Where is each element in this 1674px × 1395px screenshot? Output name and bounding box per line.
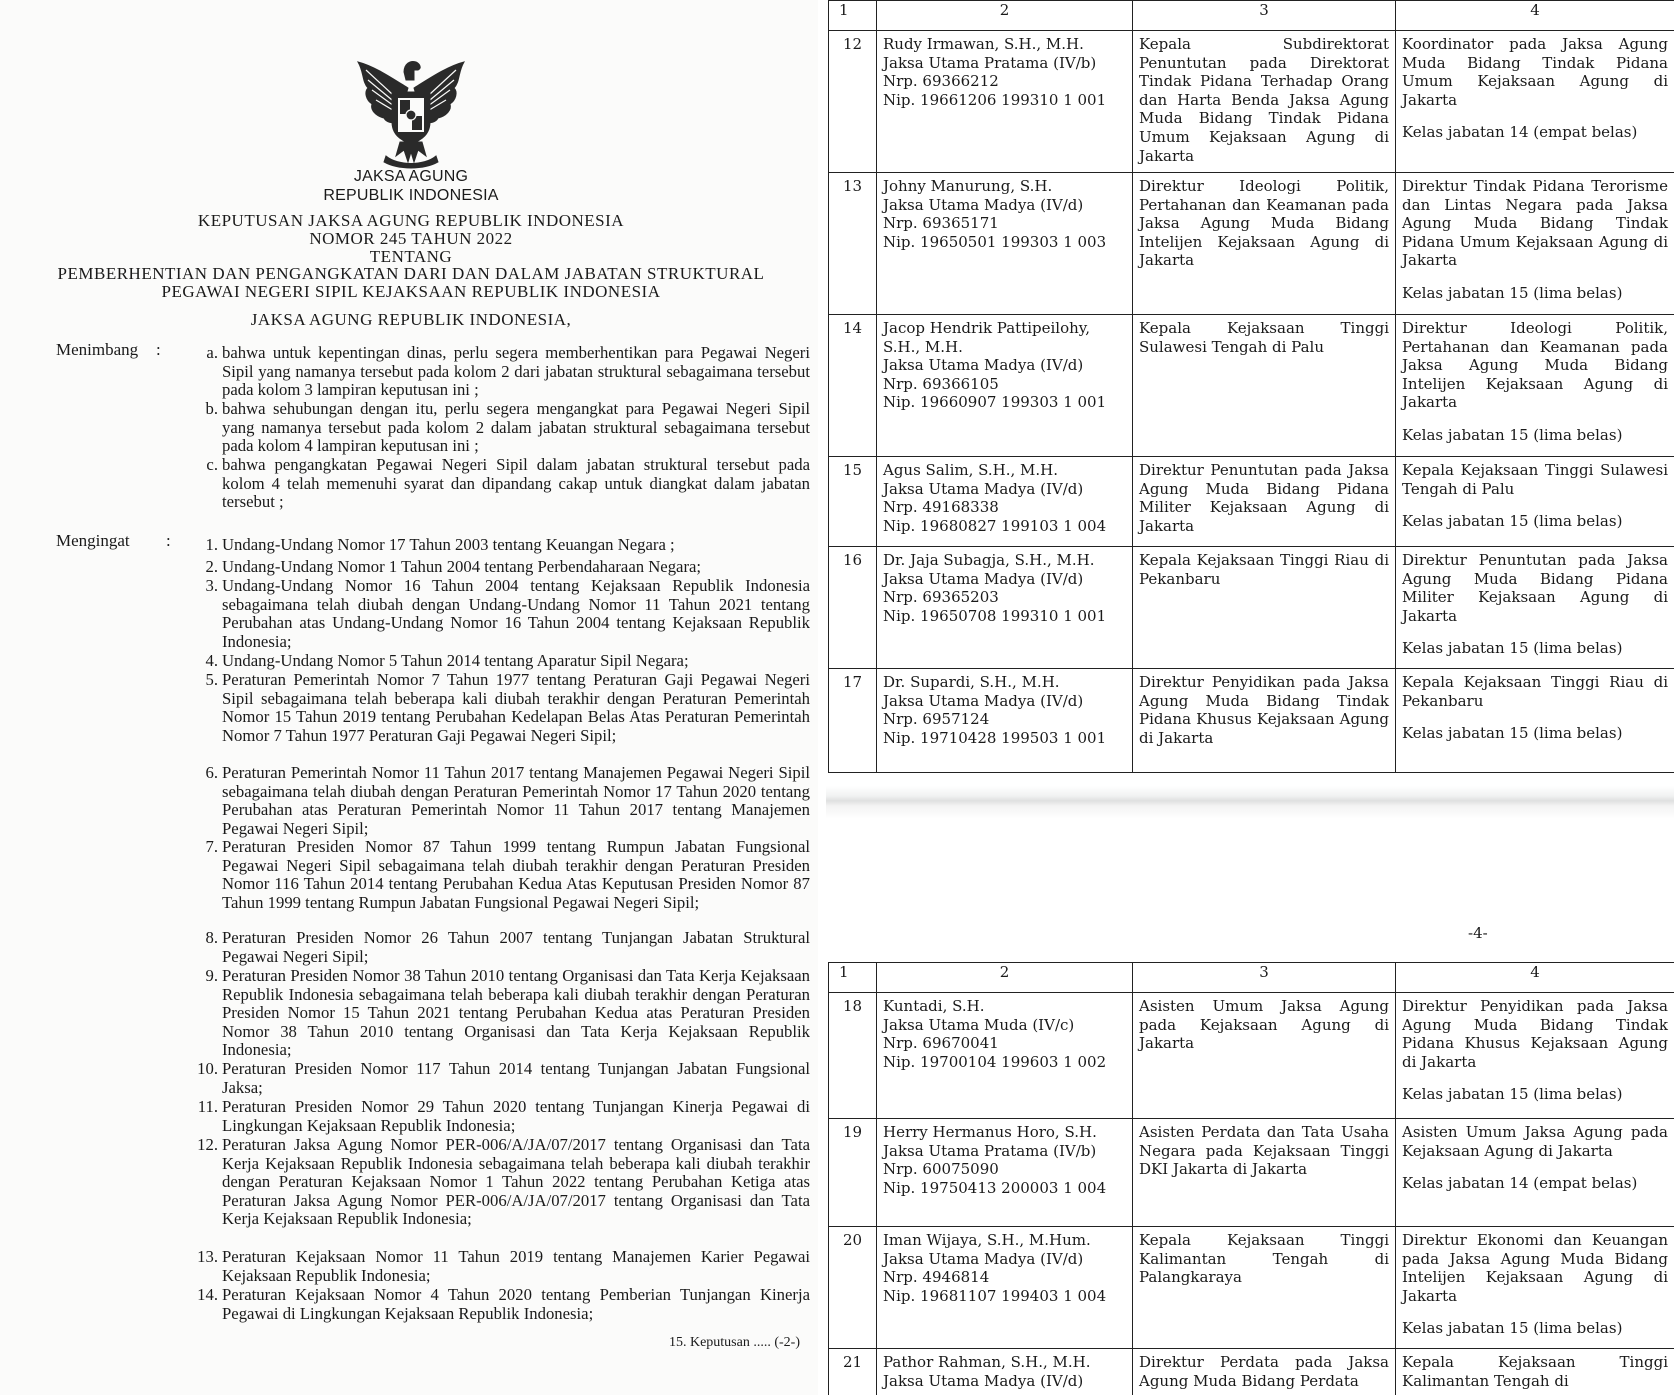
table-row (829, 993, 1674, 1119)
column-header: 1 (829, 1, 877, 31)
employee-name: Agus Salim, S.H., M.H. (883, 461, 1059, 479)
org-name-line2: REPUBLIK INDONESIA (323, 187, 499, 204)
mengingat-item (194, 838, 810, 912)
menimbang-colon: : (156, 340, 161, 359)
clause-text: bahwa untuk kepentingan dinas, perlu segera memberhentikan para Pegawai Negeri Sipil yang namanya tersebut pada kolom 2 dari jabatan struktural sebagaimana tersebut pada kolom 3 lampiran keputusan ini ; (222, 343, 810, 400)
employee-name: Johny Manurung, S.H. (883, 177, 1053, 195)
table-row (829, 669, 1674, 773)
clause-marker: 3. (205, 576, 218, 595)
new-position-cell (1396, 31, 1674, 173)
new-position-cell (1396, 547, 1674, 669)
column-header: 3 (1133, 963, 1396, 993)
mengingat-item (194, 671, 810, 745)
old-position: Kepala Kejaksaan Tinggi Riau di Pekanbaru (1133, 547, 1396, 669)
column-header: 4 (1396, 1, 1674, 31)
clause-marker: 4. (205, 651, 218, 670)
position-class: Kelas jabatan 15 (lima belas) (1402, 724, 1623, 743)
table-row (829, 315, 1674, 457)
clause-text: Undang-Undang Nomor 17 Tahun 2003 tentang Keuangan Negara ; (222, 535, 675, 554)
clause-text: Peraturan Presiden Nomor 87 Tahun 1999 tentang Rumpun Jabatan Fungsional Pegawai Negeri Sipil sebagaimana telah diubah terakhir dengan Peraturan Presiden Nomor 116 Tahun 2014 tentang Perubahan Kedua Atas Keputusan Presiden Nomor 87 Tahun 1999 tentang Rumpun Jabatan Fungsional Pegawai Negeri Sipil; (222, 837, 810, 912)
employee-identity (877, 315, 1133, 457)
row-number: 15 (829, 457, 877, 547)
new-position-cell (1396, 315, 1674, 457)
new-position: Direktur Ekonomi dan Keuangan pada Jaksa Agung Muda Bidang Intelijen Kejaksaan Agung di Jakarta (1402, 1231, 1668, 1305)
decree-title: KEPUTUSAN JAKSA AGUNG REPUBLIK INDONESIA (197, 211, 625, 230)
employee-name: Rudy Irmawan, S.H., M.H. (883, 35, 1084, 53)
row-number: 16 (829, 547, 877, 669)
position-class: Kelas jabatan 15 (lima belas) (1402, 283, 1623, 302)
row-number: 17 (829, 669, 877, 773)
new-position-cell (1396, 457, 1674, 547)
clause-text: bahwa pengangkatan Pegawai Negeri Sipil dalam jabatan struktural tersebut pada kolom 4 telah memenuhi syarat dan dipandang cakap untuk diangkat dalam jabatan tersebut ; (222, 455, 810, 512)
clause-marker: 2. (205, 557, 218, 576)
clause-text: Peraturan Presiden Nomor 38 Tahun 2010 tentang Organisasi dan Tata Kerja Kejaksaan Republik Indonesia sebagaimana telah beberapa kali diubah terakhir dengan Peraturan Presiden Nomor 15 Tahun 2021 tentang Perubahan Kedua atas Peraturan Presiden Nomor 38 Tahun 2010 tentang Organisasi dan Tata Kerja Kejaksaan Republik Indonesia; (222, 966, 810, 1060)
employee-nip: Nip. 19650501 199303 1 003 (883, 232, 1107, 251)
employee-nrp: Nrp. 69365203 (883, 588, 999, 607)
new-position-cell (1396, 993, 1674, 1119)
clause-marker: 6. (205, 763, 218, 782)
position-class: Kelas jabatan 15 (lima belas) (1402, 512, 1623, 531)
clause-text: Peraturan Kejaksaan Nomor 4 Tahun 2020 tentang Pemberian Tunjangan Kinerja Pegawai di Lingkungan Kejaksaan Republik Indonesia; (222, 1285, 810, 1323)
row-number: 21 (829, 1349, 877, 1395)
org-name-line1: JAKSA AGUNG (353, 168, 469, 185)
employee-rank: Jaksa Utama Madya (IV/d) (883, 1249, 1084, 1268)
employee-name: Herry Hermanus Horo, S.H. (883, 1123, 1097, 1141)
old-position: Direktur Penuntutan pada Jaksa Agung Muda Bidang Pidana Militer Kejaksaan Agung di Jakarta (1133, 457, 1396, 547)
clause-marker: 9. (205, 966, 218, 985)
new-position-cell (1396, 669, 1674, 773)
clause-text: Undang-Undang Nomor 16 Tahun 2004 tentang Kejaksaan Republik Indonesia sebagaimana telah diubah dengan Undang-Undang Nomor 11 Tahun 2021 tentang Perubahan atas Undang-Undang Nomor 16 Tahun 2004 tentang Kejaksaan Republik Indonesia; (222, 576, 810, 651)
employee-nrp: Nrp. 6957124 (883, 710, 990, 729)
employee-nrp: Nrp. 60075090 (883, 1160, 999, 1179)
employee-identity (877, 31, 1133, 173)
clause-text: Undang-Undang Nomor 1 Tahun 2004 tentang Perbendaharaan Negara; (222, 557, 702, 576)
appointment-table-top (828, 0, 1674, 773)
clause-marker: 8. (205, 928, 218, 947)
employee-nip: Nip. 19700104 199603 1 002 (883, 1052, 1107, 1071)
position-class: Kelas jabatan 14 (empat belas) (1402, 123, 1638, 142)
position-class: Kelas jabatan 15 (lima belas) (1402, 425, 1623, 444)
menimbang-item (194, 344, 810, 400)
employee-name: Kuntadi, S.H. (883, 997, 985, 1015)
row-number: 13 (829, 173, 877, 315)
clause-marker: 1. (205, 535, 218, 554)
decree-about: TENTANG (369, 247, 453, 266)
column-header: 1 (829, 963, 877, 993)
garuda-emblem-icon (352, 58, 470, 170)
clause-text: Peraturan Kejaksaan Nomor 11 Tahun 2019 tentang Manajemen Karier Pegawai Kejaksaan Republik Indonesia; (222, 1247, 810, 1285)
employee-nrp: Nrp. 69366212 (883, 72, 999, 91)
table-row (829, 547, 1674, 669)
mengingat-item (194, 929, 810, 966)
employee-rank: Jaksa Utama Madya (IV/d) (883, 691, 1084, 710)
table-row (829, 1119, 1674, 1227)
old-position: Asisten Umum Jaksa Agung pada Kejaksaan Agung di Jakarta (1133, 993, 1396, 1119)
table-header-row (829, 1, 1674, 31)
decree-subject-line2: PEGAWAI NEGERI SIPIL KEJAKSAAN REPUBLIK INDONESIA (161, 282, 661, 301)
mengingat-item (194, 1286, 810, 1323)
employee-name: Dr. Jaja Subagja, S.H., M.H. (883, 551, 1095, 569)
old-position: Kepala Kejaksaan Tinggi Kalimantan Tengah di Palangkaraya (1133, 1227, 1396, 1349)
new-position-cell (1396, 1119, 1674, 1227)
employee-nip: Nip. 19661206 199310 1 001 (883, 90, 1107, 109)
employee-name: Pathor Rahman, S.H., M.H. (883, 1353, 1091, 1371)
page-number: -4- (1468, 924, 1488, 942)
mengingat-item (194, 967, 810, 1060)
employee-nrp: Nrp. 69670041 (883, 1034, 999, 1053)
position-class: Kelas jabatan 15 (lima belas) (1402, 1319, 1623, 1338)
column-header: 2 (877, 963, 1133, 993)
mengingat-item (194, 577, 810, 651)
mengingat-item (194, 1136, 810, 1229)
employee-name: Dr. Supardi, S.H., M.H. (883, 673, 1060, 691)
employee-rank: Jaksa Utama Madya (IV/d) (883, 569, 1084, 588)
mengingat-item (194, 652, 810, 671)
menimbang-label: Menimbang (56, 340, 139, 359)
position-class: Kelas jabatan 14 (empat belas) (1402, 1174, 1638, 1193)
new-position: Koordinator pada Jaksa Agung Muda Bidang Tindak Pidana Umum Kejaksaan Agung di Jakarta (1402, 35, 1668, 109)
clause-marker: b. (205, 399, 218, 418)
row-number: 12 (829, 31, 877, 173)
new-position-cell (1396, 1349, 1674, 1395)
employee-identity (877, 457, 1133, 547)
employee-rank: Jaksa Utama Madya (IV/d) (883, 1371, 1084, 1390)
old-position: Direktur Ideologi Politik, Pertahanan dan Keamanan pada Jaksa Agung Muda Bidang Intelijen Kejaksaan Agung di Jakarta (1133, 173, 1396, 315)
new-position: Direktur Ideologi Politik, Pertahanan dan Keamanan pada Jaksa Agung Muda Bidang Intelijen Kejaksaan Agung di Jakarta (1402, 319, 1668, 412)
clause-marker: 13. (197, 1247, 218, 1266)
table-row (829, 457, 1674, 547)
new-position-cell (1396, 1227, 1674, 1349)
clause-text: Peraturan Presiden Nomor 26 Tahun 2007 tentang Tunjangan Jabatan Struktural Pegawai Negeri Sipil; (222, 928, 810, 966)
decree-first-page (0, 0, 818, 1395)
employee-identity (877, 1227, 1133, 1349)
page-break-shadow (826, 786, 1674, 868)
decree-issuer: JAKSA AGUNG REPUBLIK INDONESIA, (250, 310, 572, 329)
employee-identity (877, 173, 1133, 315)
clause-marker: 10. (197, 1059, 218, 1078)
new-position: Kepala Kejaksaan Tinggi Sulawesi Tengah di Palu (1402, 461, 1668, 498)
table-row (829, 1227, 1674, 1349)
employee-nip: Nip. 19710428 199503 1 001 (883, 728, 1107, 747)
mengingat-item (194, 1248, 810, 1285)
old-position: Kepala Kejaksaan Tinggi Sulawesi Tengah di Palu (1133, 315, 1396, 457)
employee-rank: Jaksa Utama Pratama (IV/b) (883, 1141, 1097, 1160)
employee-identity (877, 1119, 1133, 1227)
employee-nip: Nip. 19750413 200003 1 004 (883, 1178, 1107, 1197)
employee-rank: Jaksa Utama Madya (IV/d) (883, 195, 1084, 214)
employee-nrp: Nrp. 49168338 (883, 498, 999, 517)
employee-name: Iman Wijaya, S.H., M.Hum. (883, 1231, 1091, 1249)
clause-text: Peraturan Jaksa Agung Nomor PER-006/A/JA/07/2017 tentang Organisasi dan Tata Kerja Kejaksaan Republik Indonesia sebagaimana telah beberapa kali diubah terakhir dengan Peraturan Kejaksaan Nomor 1 Tahun 2022 tentang Perubahan Ketiga atas Peraturan Jaksa Agung Nomor PER-006/A/JA/07/2017 tentang Organisasi dan Tata Kerja Kejaksaan Republik Indonesia; (222, 1135, 810, 1229)
mengingat-item (194, 1098, 810, 1135)
column-header: 4 (1396, 963, 1674, 993)
employee-nrp: Nrp. 69366105 (883, 374, 999, 393)
clause-text: Peraturan Presiden Nomor 29 Tahun 2020 tentang Tunjangan Kinerja Pegawai di Lingkungan Kejaksaan Republik Indonesia; (222, 1097, 810, 1135)
page-continuation-note: 15. Keputusan ..... (-2-) (668, 1335, 800, 1350)
decree-subject-line1: PEMBERHENTIAN DAN PENGANGKATAN DARI DAN DALAM JABATAN STRUKTURAL (57, 264, 765, 283)
employee-identity (877, 547, 1133, 669)
table-row (829, 173, 1674, 315)
clause-marker: a. (206, 343, 218, 362)
new-position: Kepala Kejaksaan Tinggi Kalimantan Tengah di (1402, 1353, 1668, 1390)
employee-nip: Nip. 19681107 199403 1 004 (883, 1286, 1107, 1305)
row-number: 20 (829, 1227, 877, 1349)
clause-text: bahwa sehubungan dengan itu, perlu segera mengangkat para Pegawai Negeri Sipil yang namanya tersebut pada kolom 2 dalam jabatan struktural sebagaimana tersebut pada kolom 4 lampiran keputusan ini ; (222, 399, 810, 456)
column-header: 3 (1133, 1, 1396, 31)
row-number: 19 (829, 1119, 877, 1227)
employee-nrp: Nrp. 69365171 (883, 214, 999, 233)
clause-marker: 11. (197, 1097, 218, 1116)
menimbang-item (194, 400, 810, 456)
menimbang-item (194, 456, 810, 512)
employee-identity (877, 1349, 1133, 1395)
mengingat-item (194, 536, 810, 555)
mengingat-item (194, 1060, 810, 1097)
clause-marker: 14. (197, 1285, 218, 1304)
employee-identity (877, 669, 1133, 773)
new-position-cell (1396, 173, 1674, 315)
row-number: 18 (829, 993, 877, 1119)
employee-nip: Nip. 19650708 199310 1 001 (883, 606, 1107, 625)
clause-text: Peraturan Pemerintah Nomor 7 Tahun 1977 tentang Peraturan Gaji Pegawai Negeri Sipil sebagaimana telah beberapa kali diubah terakhir dengan Peraturan Pemerintah Nomor 15 Tahun 2019 tentang Perubahan Kedelapan Belas Atas Peraturan Pemerintah Nomor 7 Tahun 1977 Peraturan Gaji Pegawai Negeri Sipil; (222, 670, 810, 745)
clause-marker: c. (206, 455, 218, 474)
employee-nip: Nip. 19680827 199103 1 004 (883, 516, 1107, 535)
new-position: Kepala Kejaksaan Tinggi Riau di Pekanbaru (1402, 673, 1668, 710)
employee-name-suffix: S.H., M.H. (883, 337, 963, 356)
employee-name: Jacop Hendrik Pattipeilohy, (883, 319, 1091, 337)
clause-marker: 5. (205, 670, 218, 689)
mengingat-item (194, 764, 810, 838)
old-position: Direktur Perdata pada Jaksa Agung Muda Bidang Perdata (1133, 1349, 1396, 1395)
old-position: Direktur Penyidikan pada Jaksa Agung Muda Bidang Tindak Pidana Khusus Kejaksaan Agung di Jakarta (1133, 669, 1396, 773)
new-position: Direktur Penyidikan pada Jaksa Agung Muda Bidang Tindak Pidana Khusus Kejaksaan Agung di Jakarta (1402, 997, 1668, 1071)
clause-text: Undang-Undang Nomor 5 Tahun 2014 tentang Aparatur Sipil Negara; (222, 651, 689, 670)
appointment-table-bottom (828, 962, 1674, 1395)
table-header-row (829, 963, 1674, 993)
mengingat-colon: : (166, 531, 171, 550)
clause-marker: 7. (205, 837, 218, 856)
attachment-pages (826, 0, 1674, 1395)
mengingat-label: Mengingat (56, 531, 130, 550)
clause-text: Peraturan Pemerintah Nomor 11 Tahun 2017 tentang Manajemen Pegawai Negeri Sipil sebagaimana telah diubah dengan Peraturan Pemerintah Nomor 17 Tahun 2020 tentang Perubahan atas Peraturan Pemerintah Nomor 11 Tahun 2017 tentang Manajemen Pegawai Negeri Sipil; (222, 763, 810, 838)
employee-rank: Jaksa Utama Pratama (IV/b) (883, 53, 1097, 72)
table-row (829, 31, 1674, 173)
employee-identity (877, 993, 1133, 1119)
new-position: Direktur Penuntutan pada Jaksa Agung Muda Bidang Pidana Militer Kejaksaan Agung di Jakarta (1402, 551, 1668, 625)
employee-nip: Nip. 19660907 199303 1 001 (883, 393, 1107, 412)
position-class: Kelas jabatan 15 (lima belas) (1402, 639, 1623, 658)
employee-rank: Jaksa Utama Madya (IV/d) (883, 356, 1084, 375)
table-row (829, 1349, 1674, 1395)
new-position: Direktur Tindak Pidana Terorisme dan Lintas Negara pada Jaksa Agung Muda Bidang Tindak Pidana Umum Kejaksaan Agung di Jakarta (1402, 177, 1668, 270)
old-position: Kepala Subdirektorat Penuntutan pada Direktorat Tindak Pidana Terhadap Orang dan Harta Benda Jaksa Agung Muda Bidang Tindak Pidana Umum Kejaksaan Agung di Jakarta (1133, 31, 1396, 173)
employee-nrp: Nrp. 4946814 (883, 1268, 990, 1287)
column-header: 2 (877, 1, 1133, 31)
position-class: Kelas jabatan 15 (lima belas) (1402, 1085, 1623, 1104)
clause-text: Peraturan Presiden Nomor 117 Tahun 2014 tentang Tunjangan Jabatan Fungsional Jaksa; (222, 1059, 810, 1097)
clause-marker: 12. (197, 1135, 218, 1154)
row-number: 14 (829, 315, 877, 457)
new-position: Asisten Umum Jaksa Agung pada Kejaksaan Agung di Jakarta (1402, 1123, 1668, 1160)
employee-rank: Jaksa Utama Madya (IV/d) (883, 479, 1084, 498)
employee-rank: Jaksa Utama Muda (IV/c) (883, 1015, 1075, 1034)
old-position: Asisten Perdata dan Tata Usaha Negara pada Kejaksaan Tinggi DKI Jakarta di Jakarta (1133, 1119, 1396, 1227)
decree-number: NOMOR 245 TAHUN 2022 (309, 229, 513, 248)
mengingat-item (194, 558, 810, 577)
